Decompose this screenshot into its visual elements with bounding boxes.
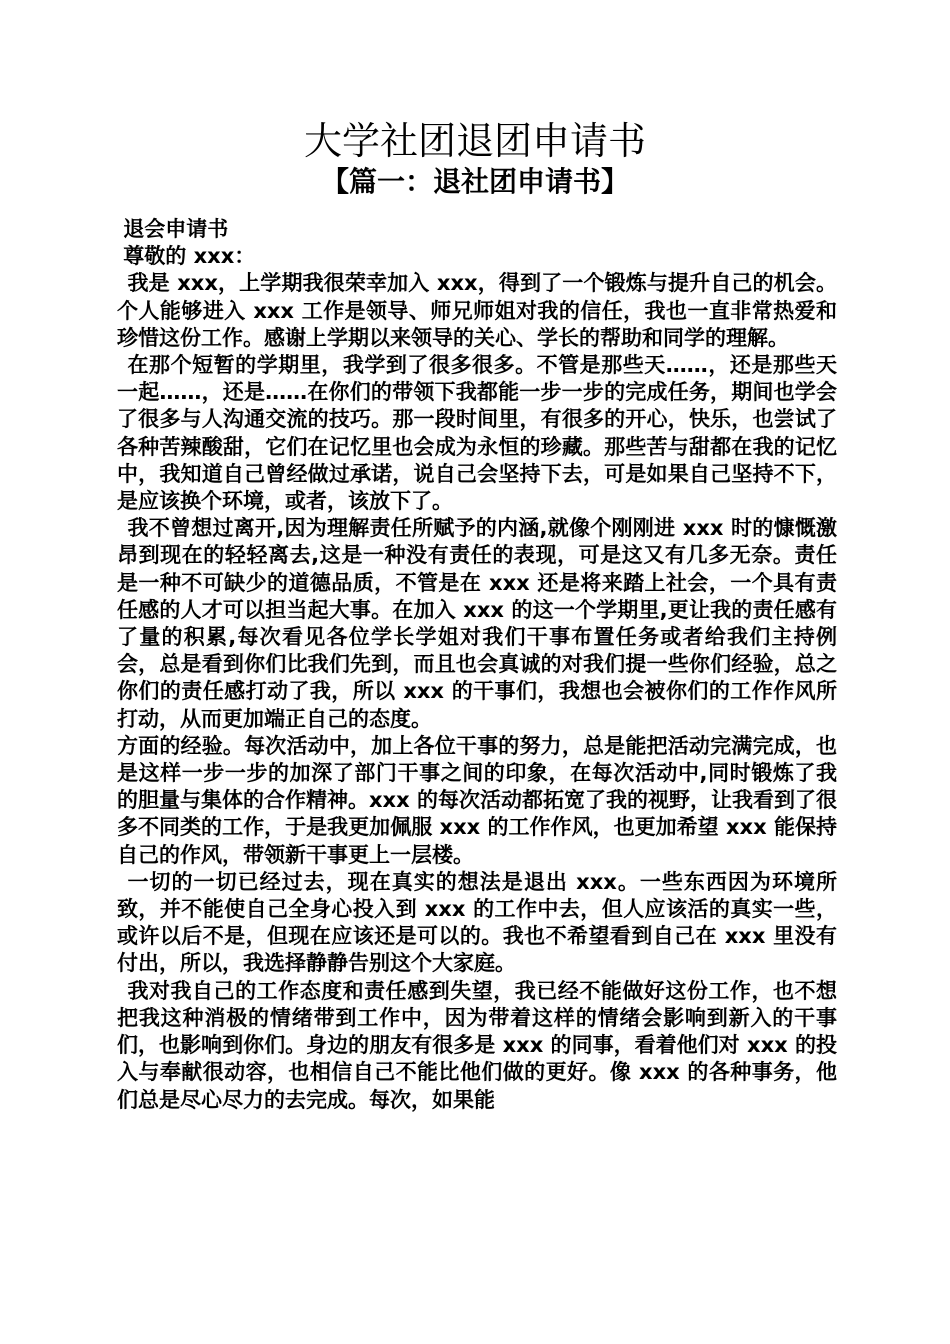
letter-salutation: 尊敬的 xxx： [123, 244, 256, 269]
letter-heading: 退会申请书 [123, 217, 229, 241]
body-paragraph: 我不曾想过离开,因为理解责任所赋予的内涵,就像个刚刚进 xxx 时的慷慨激昂到现在的轻轻离去,这是一种没有责任的表现，可是这又有几多无奈。责任是一种不可缺少的道德品质，不管是在 xxx 还是将来踏上社会，一个具有责任感的人才可以担当起大事。在加入 xxx 的这一个学期里,更让我的责任感有了量的积累,每次看见各位学长学姐对我们干事布置任务或者给我们主持例会，总是看到你们比我们先到，而且也会真诚的对我们提一些你们经验，总之你们的责任感打动了我，所以 xxx 的干事们，我想也会被你们的工作作风所打动，从而更加端正自己的态度。 [117, 516, 837, 731]
document-body [117, 216, 837, 1114]
body-paragraph: 我是 xxx，上学期我很荣幸加入 xxx，得到了一个锻炼与提升自己的机会。个人能够进入 xxx 工作是领导、师兄师姐对我的信任，我也一直非常热爱和珍惜这份工作。感谢上学期以来领导的关心、学长的帮助和同学的理解。 [117, 271, 837, 350]
body-paragraph: 一切的一切已经过去，现在真实的想法是退出 xxx。一些东西因为环境所致，并不能使自己全身心投入到 xxx 的工作中去，但人应该活的真实一些，或许以后不是，但现在应该还是可以的。我也不希望看到自己在 xxx 里没有付出，所以，我选择静静告别这个大家庭。 [117, 869, 837, 976]
body-paragraph: 在那个短暂的学期里，我学到了很多很多。不管是那些天……，还是那些天一起……，还是……在你们的带领下我都能一步一步的完成任务，期间也学会了很多与人沟通交流的技巧。那一段时间里，有很多的开心，快乐，也尝试了各种苦辣酸甜，它们在记忆里也会成为永恒的珍藏。那些苦与甜都在我的记忆中，我知道自己曾经做过承诺，说自己会坚持下去，可是如果自己坚持不下，是应该换个环境，或者，该放下了。 [117, 353, 837, 514]
body-paragraph: 我对我自己的工作态度和责任感到失望，我已经不能做好这份工作，也不想把我这种消极的情绪带到工作中，因为带着这样的情绪会影响到新入的干事们，也影响到你们。身边的朋友有很多是 xxx 的同事，看着他们对 xxx 的投入与奉献很动容，也相信自己不能比他们做的更好。像 xxx 的各种事务，他们总是尽心尽力的去完成。每次，如果能 [117, 978, 837, 1112]
document-subtitle: 【篇一：退社团申请书】 [320, 165, 629, 198]
body-paragraph: 方面的经验。每次活动中，加上各位干事的努力，总是能把活动完满完成，也是这样一步一步的加深了部门干事之间的印象，在每次活动中,同时锻炼了我的胆量与集体的合作精神。xxx 的每次活动都拓宽了我的视野，让我看到了很多不同类的工作，于是我更加佩服 xxx 的工作作风，也更加希望 xxx 能保持自己的作风，带领新干事更上一层楼。 [117, 733, 837, 867]
document-title: 大学社团退团申请书 [303, 119, 646, 163]
